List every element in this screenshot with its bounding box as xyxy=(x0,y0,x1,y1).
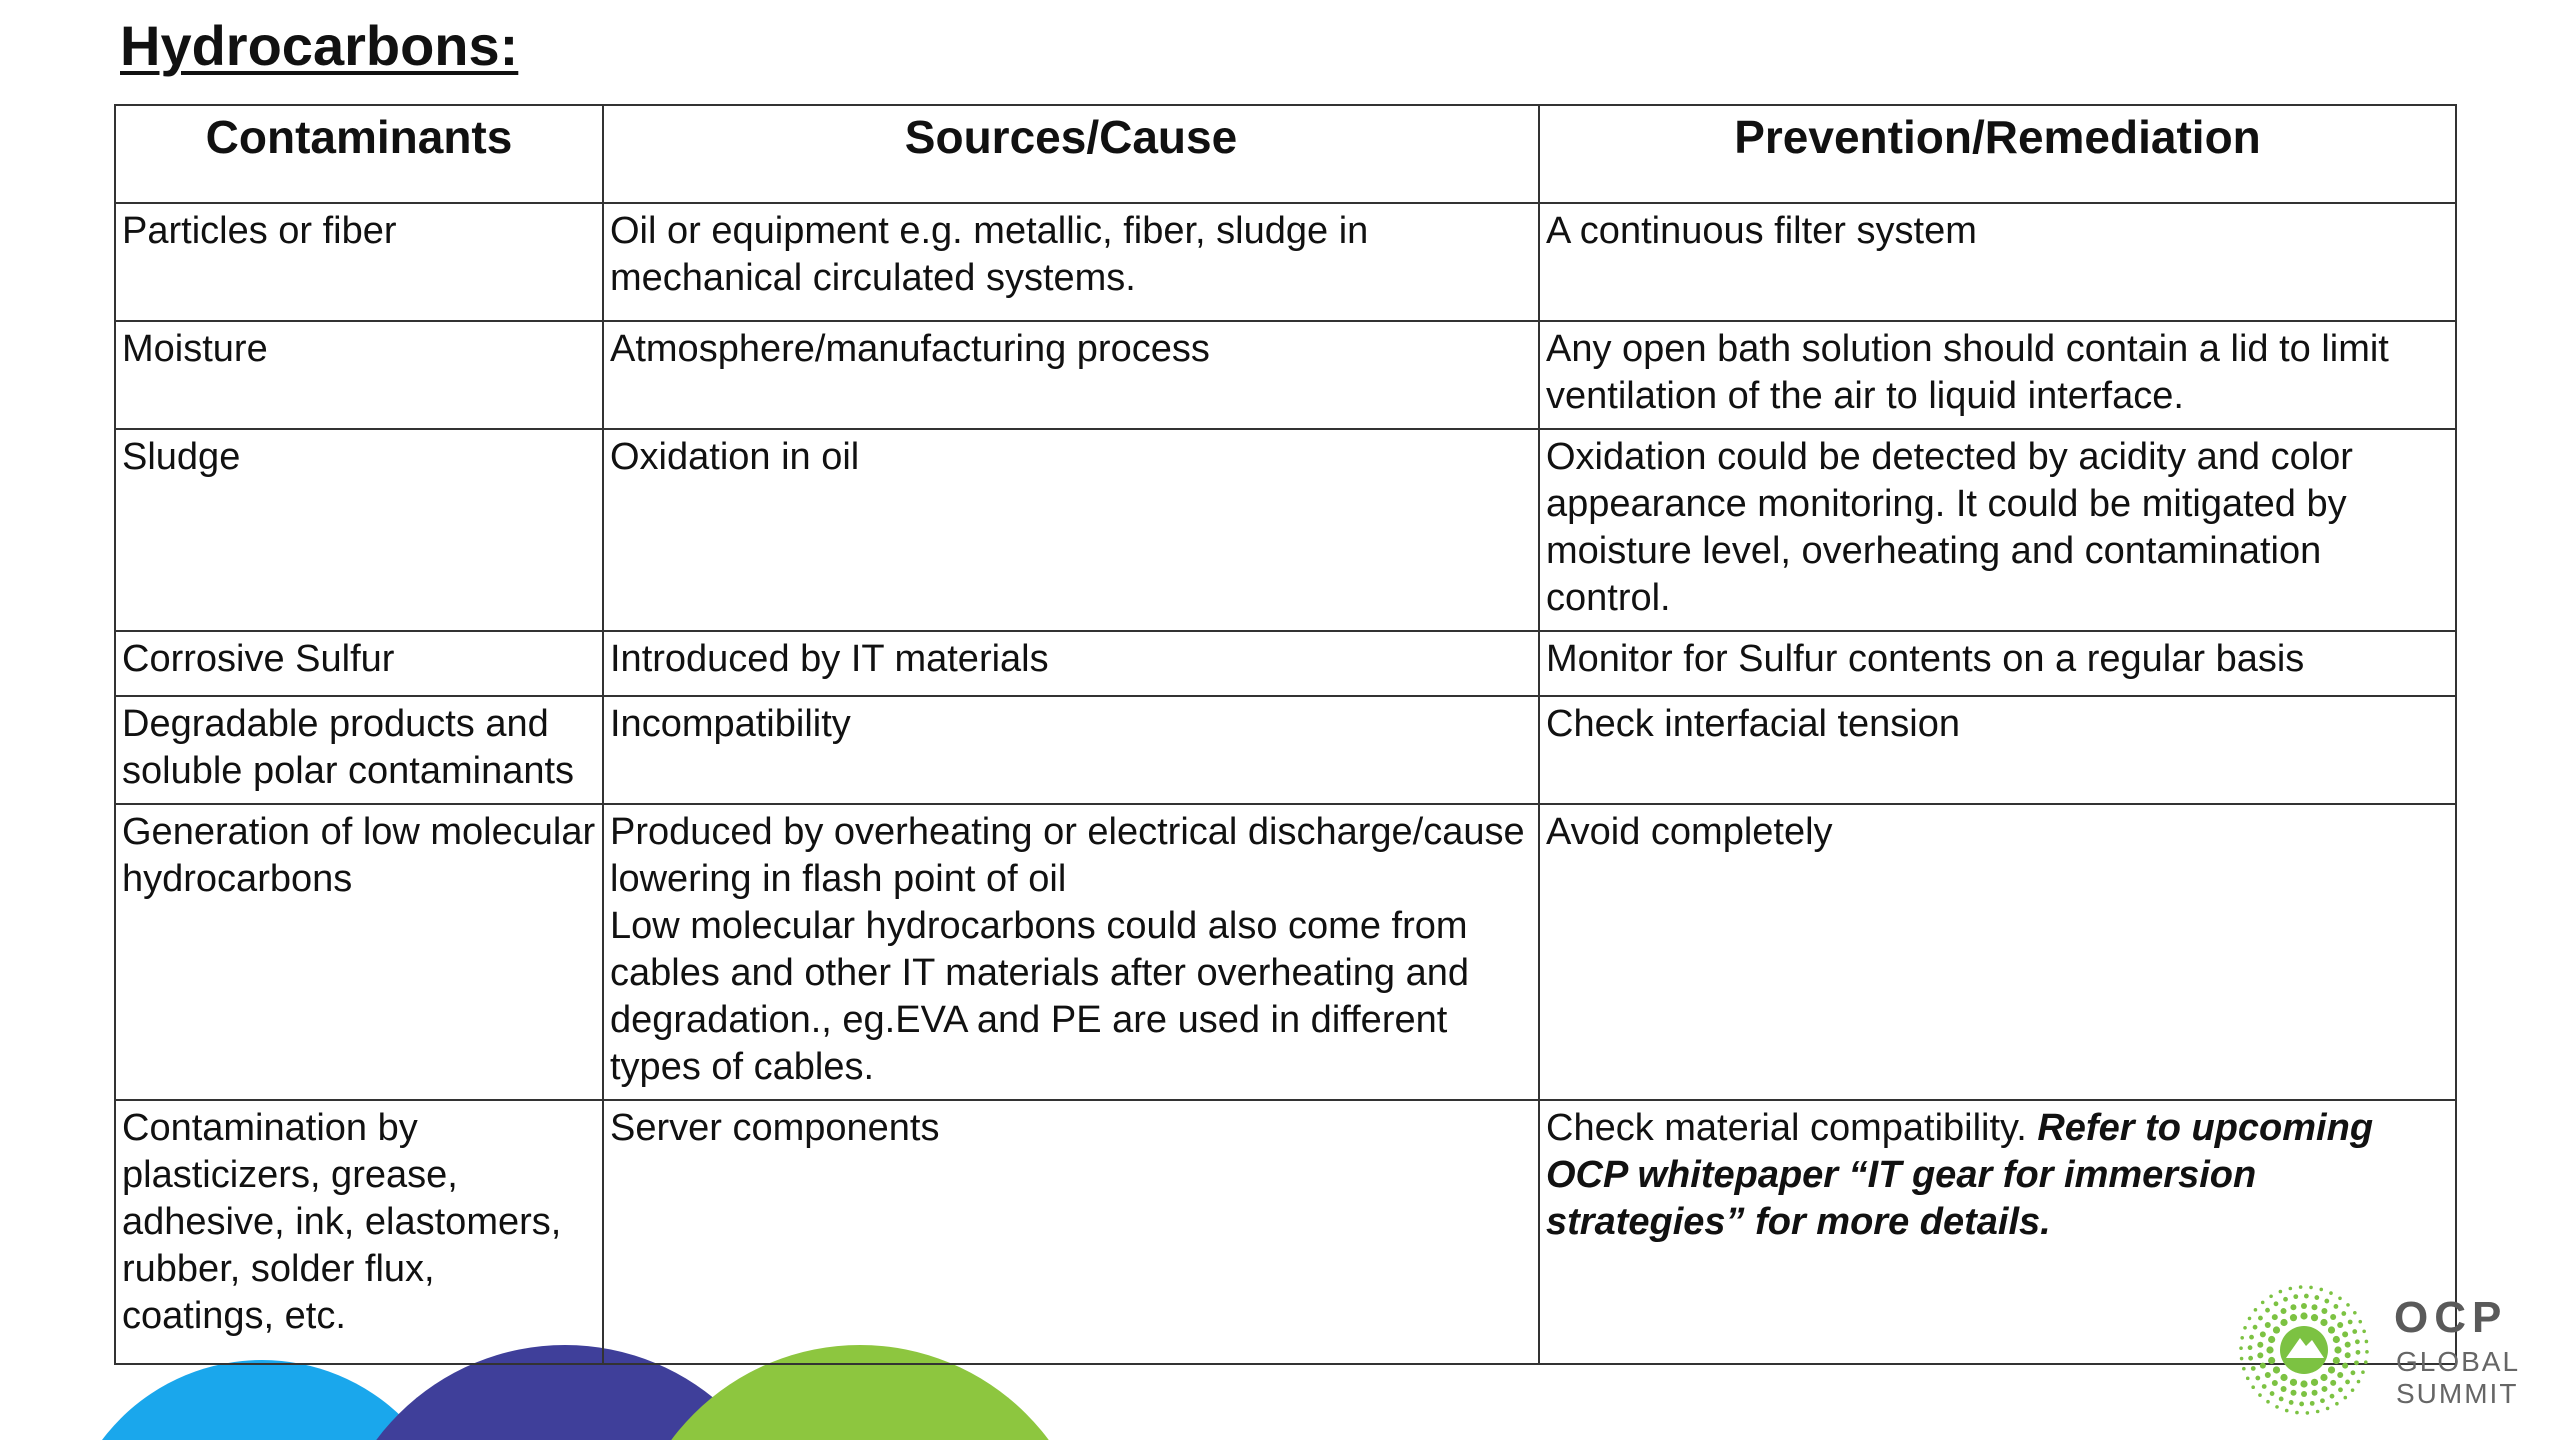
contaminant-cell: Corrosive Sulfur xyxy=(115,631,603,696)
column-header-contaminants: Contaminants xyxy=(115,105,603,203)
source-cell: Introduced by IT materials xyxy=(603,631,1539,696)
table-row xyxy=(115,321,2456,429)
whitepaper-reference: Refer to upcoming OCP whitepaper “IT gear for immersion strategies” for more details. xyxy=(1546,1107,2374,1243)
contaminant-cell: Generation of low molecular hydrocarbons xyxy=(115,804,603,1100)
table-row xyxy=(115,696,2456,804)
table-row xyxy=(115,631,2456,696)
ocp-global-summit-logo xyxy=(2234,1278,2534,1428)
table-row xyxy=(115,429,2456,631)
contaminant-cell: Contamination by plasticizers, grease, adhesive, ink, elastomers, rubber, solder flux, coatings, etc. xyxy=(115,1100,603,1364)
table-header-row xyxy=(115,105,2456,203)
source-line: Low molecular hydrocarbons could also come from cables and other IT materials after overheating and degradation., eg.EVA and PE are used in different types of cables. xyxy=(610,905,1470,1088)
logo-wordmark: OCP xyxy=(2394,1293,2508,1342)
column-header-sources: Sources/Cause xyxy=(603,105,1539,203)
slide-title: Hydrocarbons: xyxy=(120,14,519,77)
contaminant-cell: Degradable products and soluble polar contaminants xyxy=(115,696,603,804)
logo-subtitle-line: SUMMIT xyxy=(2396,1378,2519,1409)
table-row xyxy=(115,1100,2456,1364)
prevention-cell: A continuous filter system xyxy=(1539,203,2456,321)
prevention-text: Check material compatibility. xyxy=(1546,1107,2038,1149)
prevention-cell: Oxidation could be detected by acidity and color appearance monitoring. It could be mitigated by moisture level, overheating and contamination control. xyxy=(1539,429,2456,631)
source-line: Produced by overheating or electrical discharge/cause lowering in flash point of oil xyxy=(610,811,1525,900)
column-header-prevention: Prevention/Remediation xyxy=(1539,105,2456,203)
table-row xyxy=(115,203,2456,321)
contaminants-table xyxy=(114,104,2457,1365)
prevention-cell: Any open bath solution should contain a lid to limit ventilation of the air to liquid interface. xyxy=(1539,321,2456,429)
sunburst-icon xyxy=(2234,1280,2374,1420)
logo-subtitle xyxy=(2396,1346,2520,1410)
prevention-cell: Avoid completely xyxy=(1539,804,2456,1100)
source-cell xyxy=(603,804,1539,1100)
logo-subtitle-line: GLOBAL xyxy=(2396,1346,2521,1377)
source-cell: Oil or equipment e.g. metallic, fiber, sludge in mechanical circulated systems. xyxy=(603,203,1539,321)
contaminant-cell: Particles or fiber xyxy=(115,203,603,321)
source-cell: Incompatibility xyxy=(603,696,1539,804)
table-row xyxy=(115,804,2456,1100)
contaminant-cell: Sludge xyxy=(115,429,603,631)
source-cell: Atmosphere/manufacturing process xyxy=(603,321,1539,429)
prevention-cell: Monitor for Sulfur contents on a regular basis xyxy=(1539,631,2456,696)
source-cell: Server components xyxy=(603,1100,1539,1364)
source-cell: Oxidation in oil xyxy=(603,429,1539,631)
contaminant-cell: Moisture xyxy=(115,321,603,429)
prevention-cell: Check interfacial tension xyxy=(1539,696,2456,804)
